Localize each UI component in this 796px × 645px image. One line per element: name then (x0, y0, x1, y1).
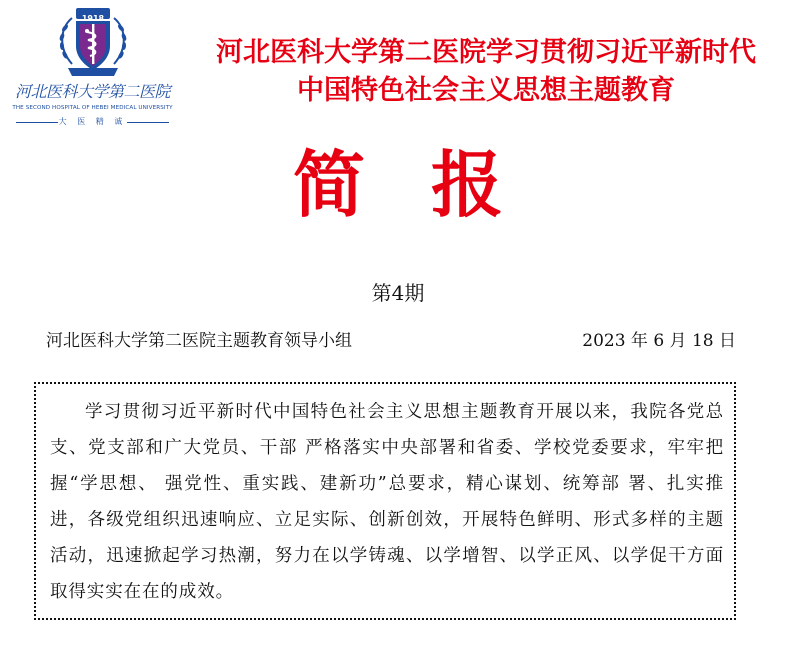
header-title-line-2: 中国特色社会主义思想主题教育 (297, 75, 675, 106)
report-title: 简报 (292, 142, 569, 227)
issue-number: 第4期 (371, 281, 425, 305)
header-title (180, 34, 792, 110)
summary-box (34, 382, 736, 620)
header-title-line-1: 河北医科大学第二医院学习贯彻习近平新时代 (216, 37, 756, 68)
logo-script-name: 河北医科大学第二医院 (14, 82, 170, 101)
summary-text: 学习贯彻习近平新时代中国特色社会主义思想主题教育开展以来，我院各党总支、党支部和广大党员、干部 严格落实中央部署和省委、学校党委要求，牢牢把握“学思想、 强党性、重实践、建新功”总要求，精心谋划、统筹部 署、扎实推进，各级党组织迅速响应、立足实际、创新创效，开展特色鲜明、形式多样的主题活动，迅速掀起学习热潮，努力在以学铸魂、以学增智、以学正风、以学促干方面取得实实在在的成效。 (50, 402, 724, 602)
logo-year: 1918 (81, 14, 105, 23)
motto-text: 大 医 精 诚 (58, 117, 127, 126)
logo-english-name: THE SECOND HOSPITAL OF HEBEI MEDICAL UNIVERSITY (12, 105, 173, 111)
logo-motto (10, 116, 175, 128)
issue-date: 2023 年 6 月 18 日 (582, 331, 736, 351)
issuer: 河北医科大学第二医院主题教育领导小组 (46, 331, 352, 351)
motto-divider-right (127, 122, 169, 123)
hospital-logo (10, 6, 175, 126)
